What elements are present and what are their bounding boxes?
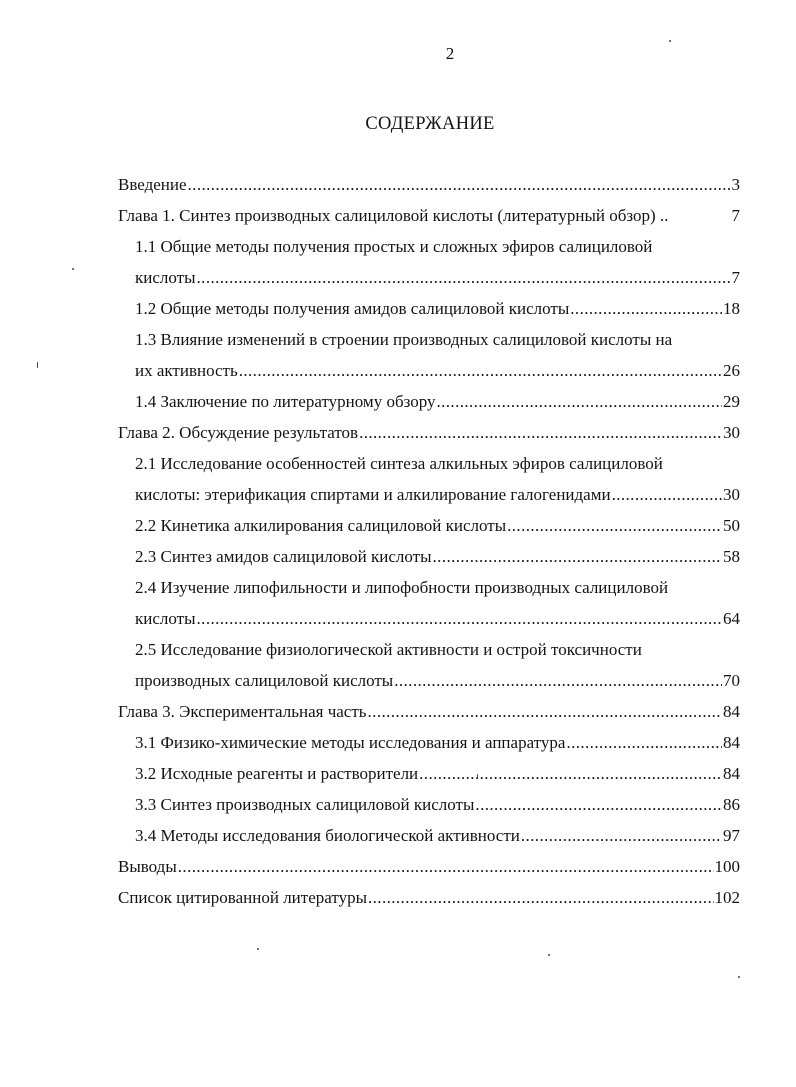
- toc-leader-dots: [394, 668, 722, 694]
- toc-entry-page: 7: [731, 268, 740, 287]
- toc-leader-dots: [178, 854, 714, 880]
- toc-entry-label: Глава 1. Синтез производных салициловой кислоты (литературный обзор) ..: [118, 206, 669, 225]
- toc-entry-chapter-2[interactable]: [118, 420, 740, 446]
- scan-speck: [37, 362, 38, 368]
- toc-entry-2-3[interactable]: [135, 544, 740, 570]
- toc-entry-label: Список цитированной литературы: [118, 888, 367, 907]
- toc-entry-1-3[interactable]: [135, 358, 740, 384]
- toc-leader-dots: [570, 296, 722, 322]
- toc-entry-page: 84: [723, 733, 740, 752]
- toc-entry-page: 64: [723, 609, 740, 628]
- toc-entry-2-5[interactable]: [135, 668, 740, 694]
- toc-leader-dots: [612, 482, 722, 508]
- toc-entry-label: 3.4 Методы исследования биологической активности: [135, 826, 520, 845]
- toc-entry-3-1[interactable]: [135, 730, 740, 756]
- toc-leader-dots: [359, 420, 722, 446]
- toc-entry-page: 30: [723, 485, 740, 504]
- toc-entry-page: 84: [723, 702, 740, 721]
- toc-leader-dots: [239, 358, 722, 384]
- toc-entry-label: 3.1 Физико-химические методы исследования и аппаратура: [135, 733, 566, 752]
- toc-leader-dots: [419, 761, 722, 787]
- toc-entry-1-4[interactable]: [135, 389, 740, 415]
- toc-entry-1-2[interactable]: [135, 296, 740, 322]
- toc-entry-page: 100: [714, 857, 740, 876]
- toc-entry-intro[interactable]: [118, 172, 740, 198]
- toc-entry-2-5-line1[interactable]: 2.5 Исследование физиологической активности и острой токсичности: [135, 640, 642, 659]
- toc-entry-references[interactable]: [118, 885, 740, 911]
- page-number: 2: [445, 44, 455, 63]
- toc-entry-label: 2.3 Синтез амидов салициловой кислоты: [135, 547, 432, 566]
- scan-speck: [477, 774, 478, 777]
- toc-entry-label: Введение: [118, 175, 187, 194]
- toc-entry-label: 2.2 Кинетика алкилирования салициловой кислоты: [135, 516, 507, 535]
- toc-entry-2-1[interactable]: [135, 482, 740, 508]
- toc-entry-chapter-3[interactable]: [118, 699, 740, 725]
- toc-entry-3-3[interactable]: [135, 792, 740, 818]
- toc-entry-label: 3.2 Исходные реагенты и растворители: [135, 764, 419, 783]
- toc-leader-dots: [197, 606, 722, 632]
- toc-entry-1-1[interactable]: [135, 265, 740, 291]
- toc-leader-dots: [436, 389, 722, 415]
- toc-leader-dots: [566, 730, 722, 756]
- toc-entry-page: 29: [723, 392, 740, 411]
- toc-leader-dots: [368, 699, 722, 725]
- scan-speck: [257, 948, 259, 950]
- toc-leader-dots: [507, 513, 722, 539]
- toc-leader-dots: [433, 544, 723, 570]
- toc-entry-page: 26: [723, 361, 740, 380]
- toc-leader-dots: [197, 265, 731, 291]
- toc-entry-label: 1.2 Общие методы получения амидов салициловой кислоты: [135, 299, 570, 318]
- toc-entry-label: 1.4 Заключение по литературному обзору: [135, 392, 436, 411]
- toc-leader-dots: [521, 823, 722, 849]
- toc-entry-1-3-line1[interactable]: 1.3 Влияние изменений в строении производных салициловой кислоты на: [135, 330, 673, 349]
- scan-speck: [548, 954, 550, 956]
- toc-entry-page: 70: [723, 671, 740, 690]
- toc-entry-page: 7: [731, 206, 740, 225]
- toc-entry-1-1-line1[interactable]: 1.1 Общие методы получения простых и сложных эфиров салициловой: [135, 237, 653, 256]
- scan-speck: [738, 976, 740, 978]
- scan-speck: [72, 268, 74, 270]
- toc-entry-conclusions[interactable]: [118, 854, 740, 880]
- toc-leader-dots: [188, 172, 731, 198]
- toc-entry-page: 84: [723, 764, 740, 783]
- toc-entry-page: 102: [714, 888, 740, 907]
- toc-entry-label: кислоты: [135, 609, 196, 628]
- toc-leader-dots: [475, 792, 722, 818]
- toc-entry-label: их активность: [135, 361, 238, 380]
- toc-entry-page: 18: [723, 299, 740, 318]
- toc-entry-page: 50: [723, 516, 740, 535]
- toc-entry-label: Глава 2. Обсуждение результатов: [118, 423, 359, 442]
- toc-entry-2-4[interactable]: [135, 606, 740, 632]
- toc-entry-page: 58: [723, 547, 740, 566]
- toc-entry-2-2[interactable]: [135, 513, 740, 539]
- toc-entry-2-1-line1[interactable]: 2.1 Исследование особенностей синтеза алкильных эфиров салициловой: [135, 454, 663, 473]
- toc-entry-3-4[interactable]: [135, 823, 740, 849]
- toc-entry-page: 30: [723, 423, 740, 442]
- toc-entry-page: 97: [723, 826, 740, 845]
- toc-entry-label: кислоты: [135, 268, 196, 287]
- toc-entry-page: 86: [723, 795, 740, 814]
- toc-entry-page: 3: [731, 175, 740, 194]
- toc-entry-chapter-1[interactable]: [118, 203, 740, 229]
- toc-leader-dots: [368, 885, 714, 911]
- toc-entry-2-4-line1[interactable]: 2.4 Изучение липофильности и липофобности производных салициловой: [135, 578, 669, 597]
- scan-speck: [669, 40, 671, 42]
- toc-entry-label: кислоты: этерификация спиртами и алкилирование галогенидами: [135, 485, 611, 504]
- toc-entry-label: производных салициловой кислоты: [135, 671, 394, 690]
- page-title: СОДЕРЖАНИЕ: [365, 114, 495, 134]
- toc-entry-label: Глава 3. Экспериментальная часть: [118, 702, 367, 721]
- toc-entry-label: 3.3 Синтез производных салициловой кислоты: [135, 795, 475, 814]
- toc-entry-label: Выводы: [118, 857, 177, 876]
- toc-entry-3-2[interactable]: [135, 761, 740, 787]
